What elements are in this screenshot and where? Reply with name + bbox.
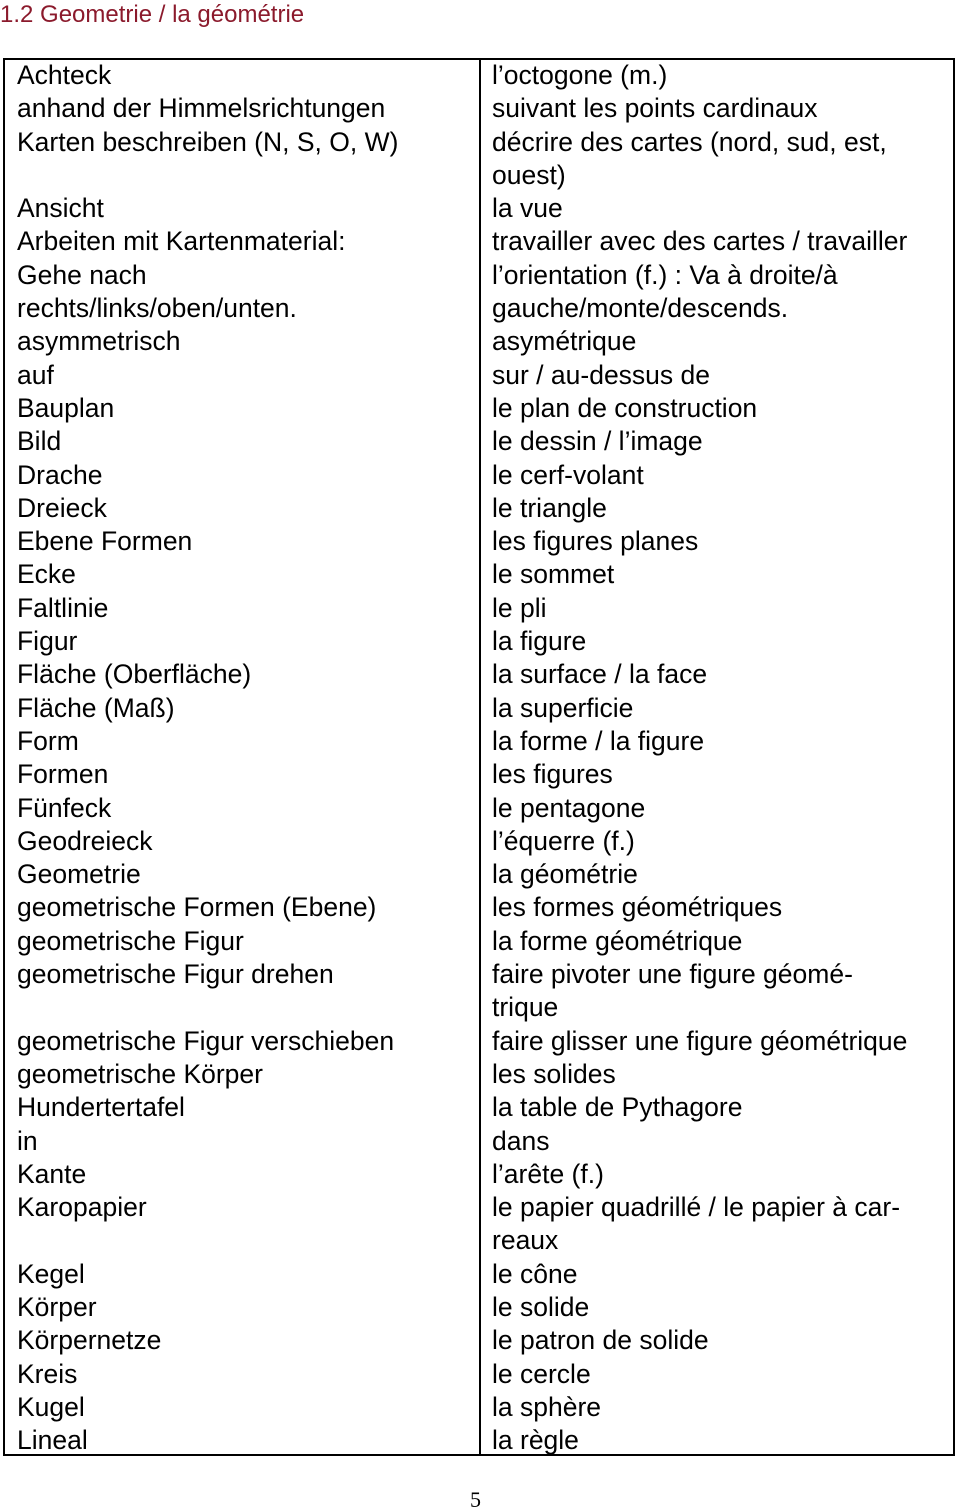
french-term: les figures planes (492, 526, 699, 557)
french-term: le cône (492, 1258, 578, 1289)
german-term: Hundertertafel (17, 1092, 185, 1123)
german-term: Bild (17, 426, 62, 457)
german-term: Kugel (17, 1391, 85, 1422)
german-column (17, 59, 472, 1457)
french-term: ouest) (492, 159, 566, 190)
german-term: geometrische Figur (17, 925, 244, 956)
german-term: geometrische Körper (17, 1058, 263, 1089)
german-term: rechts/links/oben/unten. (17, 293, 297, 324)
french-term: travailler avec des cartes / travailler (492, 226, 908, 257)
french-term: décrire des cartes (nord, sud, est, (492, 126, 887, 157)
french-term: l’arête (f.) (492, 1158, 604, 1189)
french-term: la géométrie (492, 859, 638, 890)
french-term: le pli (492, 592, 547, 623)
french-term: sur / au-dessus de (492, 359, 711, 390)
german-term: Geodreieck (17, 825, 153, 856)
german-term: Karopapier (17, 1192, 147, 1223)
german-term: Körper (17, 1291, 97, 1322)
german-term: auf (17, 359, 54, 390)
german-term: in (17, 1125, 38, 1156)
french-term: le cercle (492, 1358, 591, 1389)
german-term: Geometrie (17, 859, 141, 890)
section-heading: 1.2 Geometrie / la géométrie (0, 1, 305, 28)
french-term: les formes géométriques (492, 892, 783, 923)
french-term: l’orientation (f.) : Va à droite/à (492, 259, 838, 290)
french-term: asymétrique (492, 326, 637, 357)
french-term: les figures (492, 759, 613, 790)
french-term: le plan de construction (492, 392, 758, 423)
french-term: la figure (492, 626, 587, 657)
french-term: suivant les points cardinaux (492, 93, 818, 124)
german-term (17, 991, 472, 1024)
french-term: le patron de solide (492, 1325, 709, 1356)
german-term: Form (17, 725, 79, 756)
german-term: Körpernetze (17, 1325, 162, 1356)
french-term: dans (492, 1125, 550, 1156)
german-term: Arbeiten mit Kartenmaterial: (17, 226, 346, 257)
french-term: gauche/monte/descends. (492, 293, 789, 324)
french-term: le papier quadrillé / le papier à car- (492, 1192, 901, 1223)
german-term: Gehe nach (17, 259, 147, 290)
german-term: Kreis (17, 1358, 78, 1389)
german-term: Ansicht (17, 193, 104, 224)
column-divider (479, 58, 481, 1456)
french-term: le pentagone (492, 792, 646, 823)
german-term: geometrische Formen (Ebene) (17, 892, 377, 923)
french-column (492, 59, 947, 1457)
french-term: la surface / la face (492, 659, 708, 690)
german-term: Fläche (Maß) (17, 692, 175, 723)
german-term: Lineal (17, 1425, 88, 1456)
french-term: la table de Pythagore (492, 1092, 743, 1123)
german-term: Faltlinie (17, 592, 109, 623)
french-term: les solides (492, 1058, 616, 1089)
french-term: la forme / la figure (492, 725, 705, 756)
german-term: Fünfeck (17, 792, 112, 823)
german-term (17, 159, 472, 192)
german-term: Formen (17, 759, 109, 790)
page-number: 5 (470, 1487, 481, 1512)
french-term: le sommet (492, 559, 615, 590)
french-term: l’octogone (m.) (492, 60, 668, 90)
german-term: Ebene Formen (17, 526, 193, 557)
german-term: Dreieck (17, 492, 107, 523)
french-term: le triangle (492, 492, 607, 523)
french-term: la règle (492, 1425, 579, 1456)
german-term: Karten beschreiben (N, S, O, W) (17, 126, 399, 157)
french-term: l’équerre (f.) (492, 825, 635, 856)
german-term: anhand der Himmelsrichtungen (17, 93, 386, 124)
french-term: le dessin / l’image (492, 426, 703, 457)
german-term: Bauplan (17, 392, 115, 423)
french-term: trique (492, 992, 559, 1023)
french-term: le solide (492, 1291, 590, 1322)
french-term: faire glisser une figure géométrique (492, 1025, 908, 1056)
french-term: la sphère (492, 1391, 602, 1422)
french-term: reaux (492, 1225, 559, 1256)
german-term: Achteck (17, 60, 112, 90)
german-term: Drache (17, 459, 103, 490)
german-term: Kante (17, 1158, 87, 1189)
german-term: Ecke (17, 559, 76, 590)
german-term: Fläche (Oberfläche) (17, 659, 252, 690)
german-term: geometrische Figur drehen (17, 959, 334, 990)
german-term: geometrische Figur verschieben (17, 1025, 395, 1056)
german-term: Kegel (17, 1258, 85, 1289)
french-term: le cerf-volant (492, 459, 644, 490)
french-term: faire pivoter une figure géomé- (492, 959, 853, 990)
french-term: la forme géométrique (492, 925, 743, 956)
french-term: la vue (492, 193, 563, 224)
german-term: Figur (17, 626, 78, 657)
german-term (17, 1224, 472, 1257)
german-term: asymmetrisch (17, 326, 181, 357)
french-term: la superficie (492, 692, 634, 723)
